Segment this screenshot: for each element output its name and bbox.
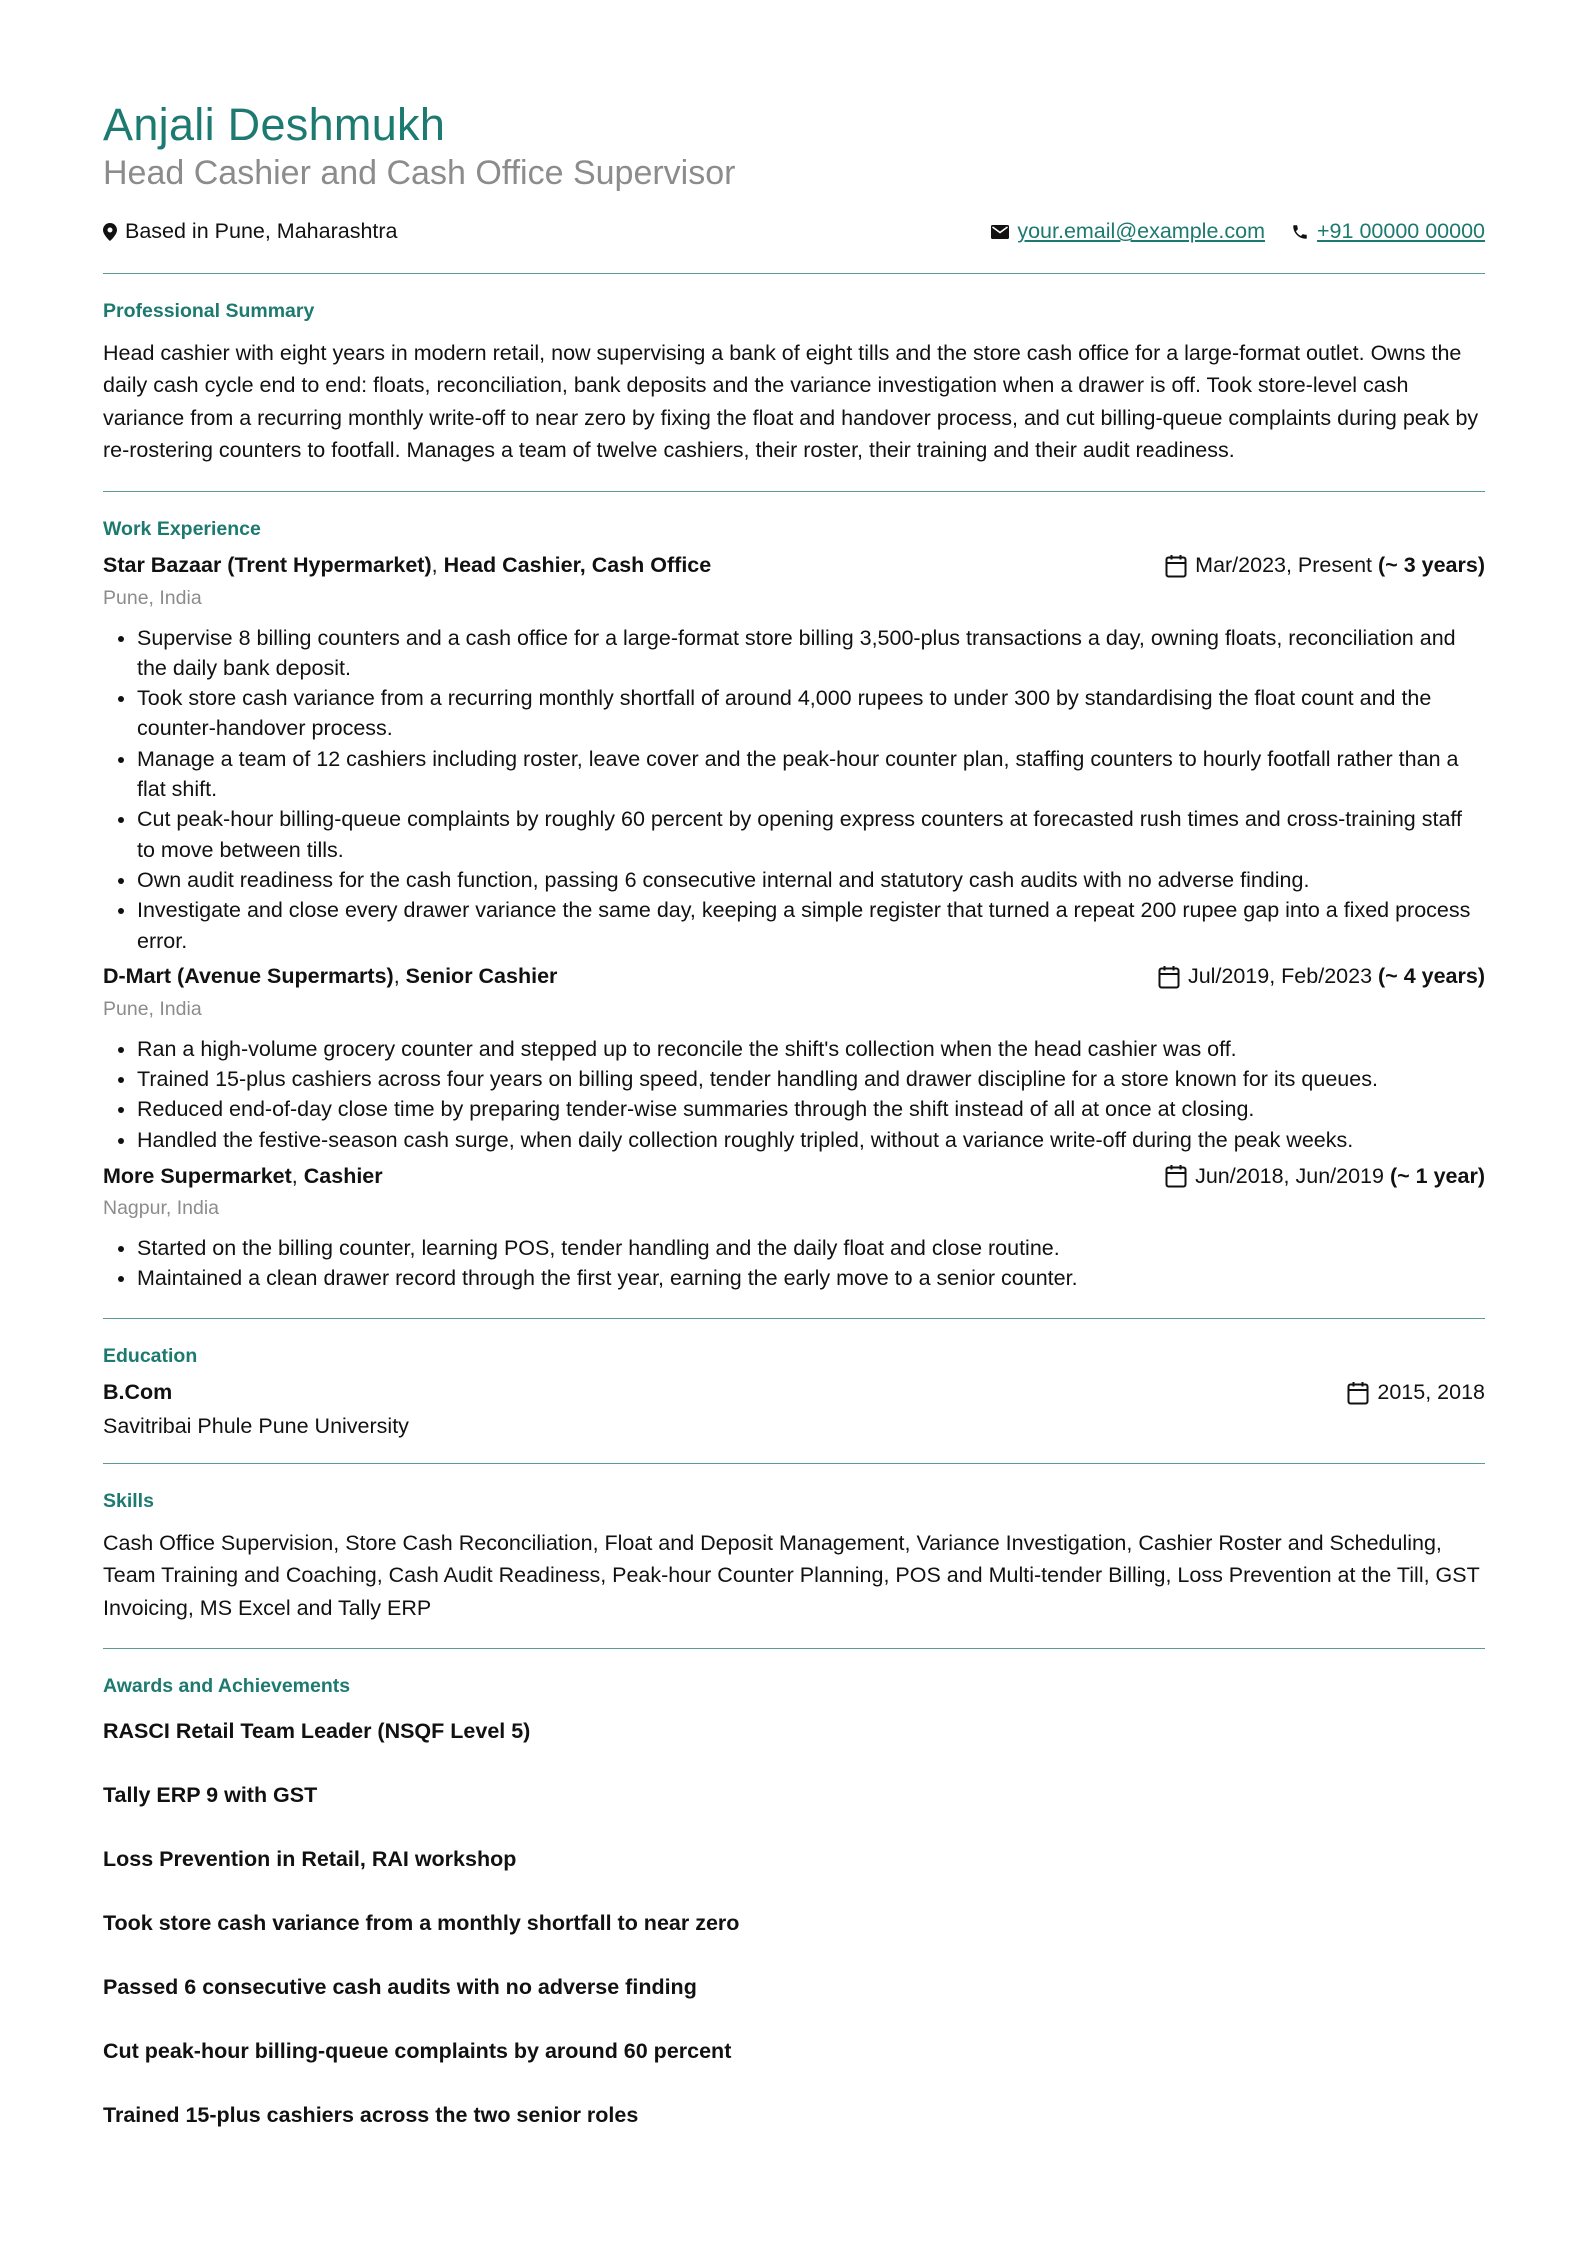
award-item: RASCI Retail Team Leader (NSQF Level 5) [103,1719,531,1744]
job-entry [103,962,1485,1155]
awards-heading: Awards and Achievements [103,1675,351,1698]
job-header [103,551,1485,581]
award-item: Trained 15-plus cashiers across the two senior roles [103,2103,639,2128]
job-location: Pune, India [103,997,202,1020]
bullet: • Ran a high-volume grocery counter and stepped up to reconcile the shift's collection when the head cashier was off. [137,1034,1485,1064]
job-date-range: Jun/2018, Jun/2019 [1195,1163,1384,1188]
job-header [103,1161,1485,1191]
skills-text: Cash Office Supervision, Store Cash Reconciliation, Float and Deposit Management, Variance Investigation, Cashier Roster and Scheduling, Team Training and Coaching, Cash Audit Readiness, Peak-hour Counter Planning, POS and Multi-tender Billing, Loss Prevention at the Till, GST Invoicing, MS Excel and Tally ERP [103,1530,1480,1620]
job-bullets [103,623,1485,956]
job-company: D-Mart (Avenue Supermarts) [103,964,394,989]
education-degree: B.Com [103,1380,173,1405]
summary-text: Head cashier with eight years in modern retail, now supervising a bank of eight tills and the store cash office for a large-format outlet. Owns the daily cash cycle end to end: floats, reconciliation, bank deposits and the variance investigation when a drawer is off. Took store-level cash variance from a recurring monthly write-off to near zero by fixing the float and handover process, and cut billing-queue complaints during peak by re-rostering counters to footfall. Manages a team of twelve cashiers, their roster, their training and their audit readiness. [103,340,1479,463]
email-link[interactable]: your.email@example.com [1017,219,1265,244]
contact-links [965,219,1485,244]
job-location: Pune, India [103,586,202,609]
mail-icon [991,225,1009,239]
location-text: Based in Pune, Maharashtra [125,219,398,244]
job-date-range: Mar/2023, Present [1195,553,1373,578]
phone-link[interactable]: +91 00000 00000 [1317,219,1485,244]
job-header [103,962,1485,992]
job-dates [1165,553,1485,578]
bullet: • Own audit readiness for the cash function, passing 6 consecutive internal and statutory cash audits with no adverse finding. [137,865,1485,895]
award-item: Loss Prevention in Retail, RAI workshop [103,1847,517,1872]
bullet: • Handled the festive-season cash surge, when daily collection roughly tripled, without a variance write-off during the peak weeks. [137,1125,1485,1155]
bullet: • Cut peak-hour billing-queue complaints by roughly 60 percent by opening express counters at forecasted rush times and cross-training staff to move between tills. [137,804,1485,865]
job-title: Star Bazaar (Trent Hypermarket), Head Cashier, Cash Office [103,553,712,578]
candidate-name: Anjali Deshmukh [103,99,446,150]
job-position: Head Cashier, Cash Office [443,553,712,578]
calendar-icon [1158,965,1180,989]
calendar-icon [1165,554,1187,578]
education-header [103,1378,1485,1408]
bullet: • Started on the billing counter, learning POS, tender handling and the daily float and close routine. [137,1233,1485,1263]
bullet: • Supervise 8 billing counters and a cash office for a large-format store billing 3,500-plus transactions a day, owning floats, reconciliation and the daily bank deposit. [137,623,1485,684]
education-section [103,1319,1485,1439]
awards-section [103,1649,1485,2130]
job-position: Cashier [303,1163,383,1188]
job-duration: (~ 3 years) [1378,553,1485,578]
education-date-range: 2015, 2018 [1377,1380,1485,1405]
location [103,219,398,244]
job-bullets [103,1233,1485,1294]
candidate-role: Head Cashier and Cash Office Supervisor [103,153,736,192]
experience-heading: Work Experience [103,517,261,540]
job-position: Senior Cashier [405,964,558,989]
job-duration: (~ 4 years) [1378,964,1485,989]
award-item: Passed 6 consecutive cash audits with no adverse finding [103,1975,697,2000]
calendar-icon [1347,1381,1369,1405]
job-duration: (~ 1 year) [1389,1163,1485,1188]
resume-header [103,100,1485,247]
job-location: Nagpur, India [103,1197,220,1220]
summary-section [103,274,1485,467]
phone-icon [1291,223,1309,241]
job-date-range: Jul/2019, Feb/2023 [1187,964,1373,989]
award-item: Cut peak-hour billing-queue complaints by around 60 percent [103,2039,732,2064]
education-school: Savitribai Phule Pune University [103,1413,409,1438]
summary-heading: Professional Summary [103,299,315,322]
job-company: More Supermarket [103,1163,292,1188]
calendar-icon [1165,1164,1187,1188]
job-title: D-Mart (Avenue Supermarts), Senior Cashier [103,964,558,989]
bullet: • Manage a team of 12 cashiers including roster, leave cover and the peak-hour counter plan, staffing counters to hourly footfall rather than a flat shift. [137,744,1485,805]
email [991,219,1265,244]
job-dates [1158,964,1485,989]
job-entry [103,1161,1485,1294]
contact-row [103,217,1485,247]
bullet: • Reduced end-of-day close time by preparing tender-wise summaries through the shift instead of all at once at closing. [137,1094,1485,1124]
skills-heading: Skills [103,1489,154,1512]
bullet: • Maintained a clean drawer record through the first year, earning the early move to a senior counter. [137,1263,1485,1293]
job-title: More Supermarket, Cashier [103,1163,383,1188]
job-dates [1165,1164,1485,1189]
education-heading: Education [103,1344,198,1367]
location-pin-icon [103,223,117,241]
skills-section [103,1464,1485,1625]
phone [1291,219,1485,244]
award-item: Tally ERP 9 with GST [103,1783,318,1808]
bullet: • Investigate and close every drawer variance the same day, keeping a simple register that turned a repeat 200 rupee gap into a fixed process error. [137,895,1485,956]
bullet: • Trained 15-plus cashiers across four years on billing speed, tender handling and drawer discipline for a store known for its queues. [137,1064,1485,1094]
job-company: Star Bazaar (Trent Hypermarket) [103,553,432,578]
job-entry [103,551,1485,956]
bullet: • Took store cash variance from a recurring monthly shortfall of around 4,000 rupees to under 300 by standardising the float count and the counter-handover process. [137,683,1485,744]
experience-section [103,492,1485,1294]
job-bullets [103,1034,1485,1155]
education-dates [1347,1380,1485,1405]
award-item: Took store cash variance from a monthly shortfall to near zero [103,1911,740,1936]
